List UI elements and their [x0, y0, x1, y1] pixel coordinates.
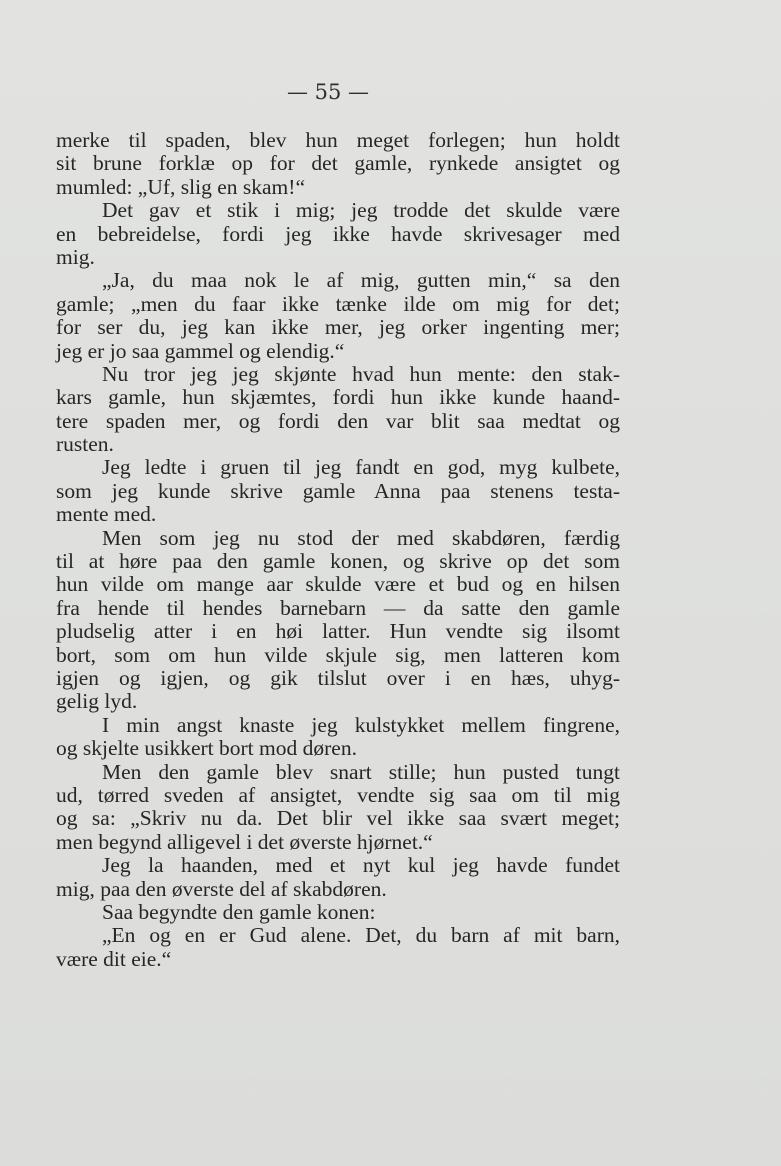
text-line: Jeg ledte i gruen til jeg fandt en god, myg kulbete, — [102, 455, 620, 480]
text-line: og sa: „Skriv nu da. Det blir vel ikke saa svært meget; — [56, 806, 620, 831]
text-line: „En og en er Gud alene. Det, du barn af mit barn, — [102, 923, 620, 948]
text-line: Men den gamle blev snart stille; hun pusted tungt — [102, 759, 620, 784]
text-line: merke til spaden, blev hun meget forlegen; hun holdt — [56, 128, 620, 152]
text-line: for ser du, jeg kan ikke mer, jeg orker ingenting mer; — [56, 315, 620, 340]
text-line: pludselig atter i en høi latter. Hun vendte sig ilsomt — [56, 619, 620, 644]
text-line: kars gamle, hun skjæmtes, fordi hun ikke kunde haand- — [56, 385, 620, 410]
text-line: Men som jeg nu stod der med skabdøren, færdig — [102, 525, 620, 550]
text-line: en bebreidelse, fordi jeg ikke havde skrivesager med — [56, 221, 620, 246]
text-line: mig. — [56, 244, 95, 269]
text-line: mumled: „Uf, slig en skam!“ — [56, 174, 305, 199]
text-line: og skjelte usikkert bort mod døren. — [56, 736, 357, 761]
text-line: tere spaden mer, og fordi den var blit saa medtat og — [56, 408, 620, 433]
text-line: Jeg la haanden, med et nyt kul jeg havde fundet — [102, 853, 620, 878]
text-line: ud, tørred sveden af ansigtet, vendte sig saa om til mig — [56, 782, 620, 807]
text-line: mente med. — [56, 502, 157, 527]
text-line: igjen og igjen, og gik tilslut over i en hæs, uhyg- — [56, 665, 620, 690]
text-line: gamle; „men du faar ikke tænke ilde om mig for det; — [56, 291, 620, 316]
text-line: men begynd alligevel i det øverste hjørnet.“ — [56, 829, 433, 854]
text-line: Det gav et stik i mig; jeg trodde det skulde være — [102, 198, 620, 223]
text-line: Saa begyndte den gamle konen: — [102, 899, 376, 924]
text-line: jeg er jo saa gammel og elendig.“ — [56, 338, 345, 363]
text-line: mig, paa den øverste del af skabdøren. — [56, 876, 387, 901]
text-line: I min angst knaste jeg kulstykket mellem fingrene, — [102, 712, 620, 737]
text-line: bort, som om hun vilde skjule sig, men latteren kom — [56, 642, 620, 667]
text-line: fra hende til hendes barnebarn — da satte den gamle — [56, 595, 620, 620]
body-text — [56, 129, 620, 971]
text-line: til at høre paa den gamle konen, og skrive op det som — [56, 549, 620, 574]
page-number: — 55 — — [286, 80, 370, 104]
text-line: være dit eie.“ — [56, 946, 172, 971]
text-line: som jeg kunde skrive gamle Anna paa stenens testa- — [56, 478, 620, 503]
text-line: Nu tror jeg jeg skjønte hvad hun mente: den stak- — [102, 361, 620, 386]
text-line: sit brune forklæ op for det gamle, rynkede ansigtet og — [56, 151, 620, 176]
text-line: hun vilde om mange aar skulde være et bud og en hilsen — [56, 572, 620, 597]
text-line: gelig lyd. — [56, 689, 138, 714]
text-line: „Ja, du maa nok le af mig, gutten min,“ sa den — [102, 268, 620, 293]
text-line: rusten. — [56, 432, 114, 457]
